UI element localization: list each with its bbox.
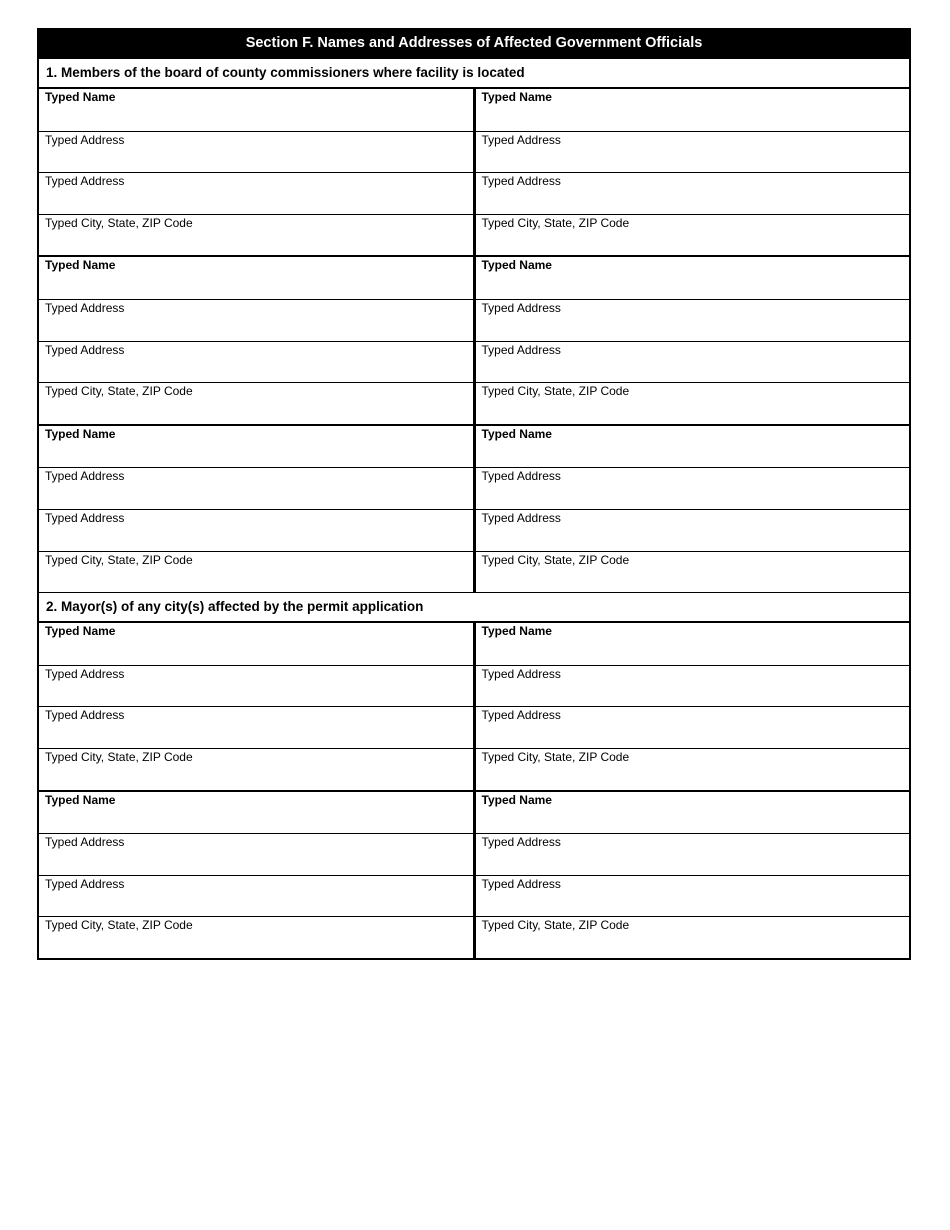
typed-address-field[interactable]: Typed Address (476, 706, 910, 748)
official-entry (39, 426, 473, 592)
typed-city-state-zip-field[interactable]: Typed City, State, ZIP Code (476, 916, 910, 958)
typed-address-field[interactable]: Typed Address (476, 341, 910, 383)
typed-city-state-zip-field[interactable]: Typed City, State, ZIP Code (476, 551, 910, 593)
typed-city-state-zip-field[interactable]: Typed City, State, ZIP Code (39, 214, 473, 256)
typed-address-field[interactable]: Typed Address (39, 833, 473, 875)
typed-name-field[interactable]: Typed Name (45, 792, 116, 807)
official-block (39, 790, 909, 958)
typed-city-state-zip-field[interactable]: Typed City, State, ZIP Code (476, 748, 910, 790)
section-title: Section F. Names and Addresses of Affected Government Officials (39, 28, 909, 58)
typed-name-field[interactable]: Typed Name (45, 90, 116, 104)
typed-city-state-zip-field[interactable]: Typed City, State, ZIP Code (476, 382, 910, 424)
official-entry (473, 792, 910, 958)
official-entry (473, 89, 910, 255)
typed-address-field[interactable]: Typed Address (476, 875, 910, 917)
subsection-title-1: 1. Members of the board of county commissioners where facility is located (39, 58, 909, 87)
typed-address-field[interactable]: Typed Address (476, 172, 910, 214)
form-body (39, 58, 909, 958)
typed-name-field[interactable]: Typed Name (481, 426, 552, 441)
typed-address-field[interactable]: Typed Address (476, 299, 910, 341)
subsection-title-2: 2. Mayor(s) of any city(s) affected by the permit application (39, 592, 909, 621)
official-block (39, 424, 909, 592)
typed-name-field[interactable]: Typed Name (45, 258, 116, 273)
typed-name-field[interactable]: Typed Name (481, 624, 552, 639)
typed-address-field[interactable]: Typed Address (39, 665, 473, 707)
official-entry (39, 623, 473, 789)
typed-address-field[interactable]: Typed Address (476, 665, 910, 707)
official-block (39, 87, 909, 255)
typed-name-field[interactable]: Typed Name (481, 90, 552, 104)
typed-address-field[interactable]: Typed Address (39, 467, 473, 509)
typed-address-field[interactable]: Typed Address (39, 875, 473, 917)
typed-city-state-zip-field[interactable]: Typed City, State, ZIP Code (476, 214, 910, 256)
typed-address-field[interactable]: Typed Address (476, 833, 910, 875)
official-block (39, 621, 909, 789)
typed-city-state-zip-field[interactable]: Typed City, State, ZIP Code (39, 916, 473, 958)
typed-address-field[interactable]: Typed Address (39, 299, 473, 341)
typed-address-field[interactable]: Typed Address (39, 172, 473, 214)
typed-address-field[interactable]: Typed Address (476, 467, 910, 509)
official-entry (39, 792, 473, 958)
official-entry (39, 89, 473, 255)
typed-address-field[interactable]: Typed Address (39, 509, 473, 551)
typed-address-field[interactable]: Typed Address (39, 131, 473, 173)
official-entry (473, 257, 910, 423)
typed-city-state-zip-field[interactable]: Typed City, State, ZIP Code (39, 382, 473, 424)
typed-address-field[interactable]: Typed Address (476, 131, 910, 173)
official-entry (39, 257, 473, 423)
section-f-form (37, 28, 911, 960)
typed-name-field[interactable]: Typed Name (481, 792, 552, 807)
typed-city-state-zip-field[interactable]: Typed City, State, ZIP Code (39, 748, 473, 790)
typed-address-field[interactable]: Typed Address (39, 341, 473, 383)
typed-address-field[interactable]: Typed Address (39, 706, 473, 748)
typed-name-field[interactable]: Typed Name (45, 624, 116, 639)
official-entry (473, 426, 910, 592)
typed-city-state-zip-field[interactable]: Typed City, State, ZIP Code (39, 551, 473, 593)
official-block (39, 255, 909, 423)
official-entry (473, 623, 910, 789)
typed-name-field[interactable]: Typed Name (45, 426, 116, 441)
typed-name-field[interactable]: Typed Name (481, 258, 552, 273)
typed-address-field[interactable]: Typed Address (476, 509, 910, 551)
